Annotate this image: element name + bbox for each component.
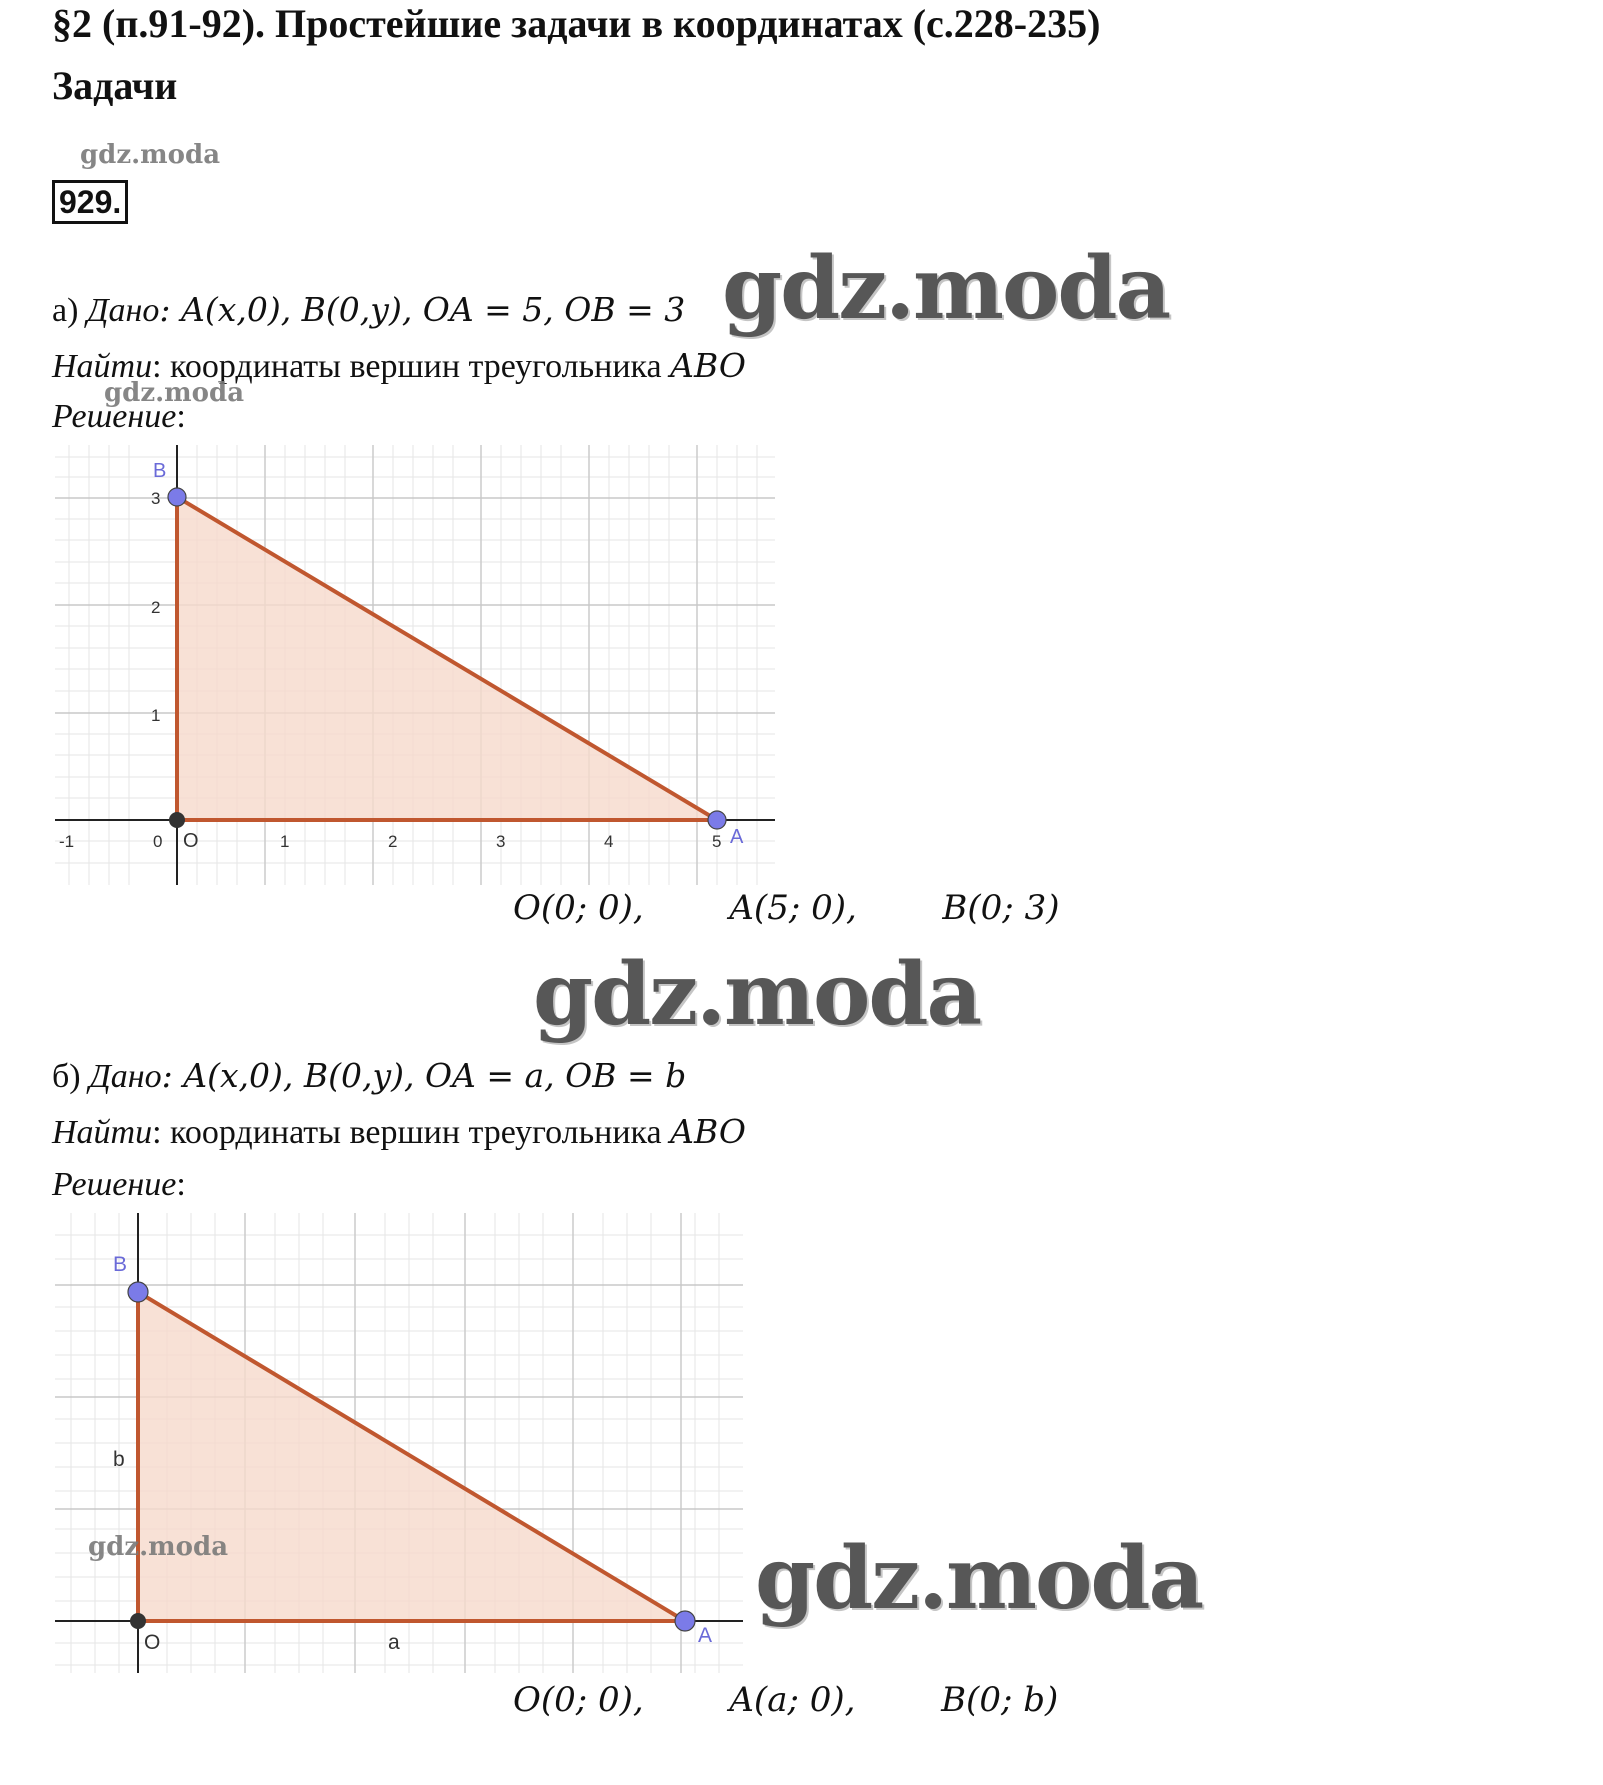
graph-b-label-b: B <box>113 1253 128 1276</box>
part-b-find <box>52 1112 746 1152</box>
graph-b-point-o <box>130 1613 146 1629</box>
part-b-solution-label: Решение <box>52 1166 177 1203</box>
part-a-solution-label: Решение <box>52 398 177 435</box>
watermark-big-2: gdz.moda <box>533 944 981 1045</box>
graph-a <box>55 445 775 885</box>
answer-a-a: A(5; 0), <box>729 888 857 928</box>
graph-a-xtick: 5 <box>712 832 722 851</box>
watermark-big-3: gdz.moda <box>755 1528 1203 1629</box>
part-a-solution: Решение: <box>52 398 186 435</box>
section-subtitle: Задачи <box>52 63 178 108</box>
part-a-find-expr: ABO <box>670 346 746 385</box>
part-a-find-text: : координаты вершин треугольника <box>152 348 662 385</box>
graph-b <box>55 1213 743 1673</box>
graph-a-xtick: -1 <box>59 832 75 851</box>
graph-a-ytick: 3 <box>151 489 161 508</box>
graph-a-label-a: A <box>730 826 744 848</box>
answer-a-b: B(0; 3) <box>942 888 1060 928</box>
graph-b-side-b: b <box>113 1448 125 1471</box>
graph-a-ytick: 1 <box>151 706 161 725</box>
part-b-given <box>52 1056 686 1096</box>
graph-a-label-b: B <box>153 460 167 482</box>
part-b-find-expr: ABO <box>670 1112 746 1151</box>
part-b-find-text: : координаты вершин треугольника <box>152 1114 662 1151</box>
watermark-small-1: gdz.moda <box>80 140 221 170</box>
graph-a-point-a <box>708 811 726 829</box>
part-a-given <box>52 290 685 330</box>
graph-b-side-a: a <box>388 1631 400 1654</box>
graph-a-triangle <box>177 497 717 820</box>
watermark-small-3: gdz.moda <box>88 1532 229 1562</box>
part-a-given-expr: : A(x,0), B(0,y), OA = 5, OB = 3 <box>159 290 686 329</box>
problem-number: 929. <box>52 180 128 224</box>
part-a-find-label: Найти <box>52 348 153 385</box>
part-b-answer <box>513 1680 1058 1720</box>
part-a-answer <box>513 888 1059 928</box>
part-b-solution: Решение: <box>52 1166 186 1203</box>
graph-b-label-o: O <box>144 1631 161 1654</box>
watermark-big-1: gdz.moda <box>722 238 1170 339</box>
graph-a-ytick: 2 <box>151 598 161 617</box>
page-title: §2 (п.91-92). Простейшие задачи в координатах (с.228-235) <box>52 1 1101 46</box>
graph-a-xtick: 4 <box>604 832 614 851</box>
part-b-given-expr: : A(x,0), B(0,y), OA = a, OB = b <box>161 1056 687 1095</box>
watermark-small-2: gdz.moda <box>104 378 245 408</box>
graph-a-xtick: 0 <box>153 832 163 851</box>
part-a-letter: а) <box>52 292 79 329</box>
answer-b-o: O(0; 0), <box>513 1680 644 1720</box>
part-b-find-label: Найти <box>52 1114 153 1151</box>
part-b-letter: б) <box>52 1058 81 1095</box>
graph-a-point-b <box>168 488 186 506</box>
graph-a-xtick: 3 <box>496 832 506 851</box>
graph-a-label-o: O <box>183 830 199 852</box>
graph-b-label-a: A <box>698 1624 713 1647</box>
part-b-given-label: Дано <box>89 1058 162 1095</box>
answer-a-o: O(0; 0), <box>513 888 644 928</box>
part-a-given-label: Дано <box>86 292 160 329</box>
graph-a-xtick: 2 <box>388 832 398 851</box>
graph-b-point-b <box>128 1282 148 1302</box>
graph-a-xtick: 1 <box>280 832 290 851</box>
graph-b-point-a <box>675 1611 695 1631</box>
graph-a-point-o <box>169 812 185 828</box>
answer-b-b: B(0; b) <box>941 1680 1059 1720</box>
answer-b-a: A(a; 0), <box>729 1680 856 1720</box>
